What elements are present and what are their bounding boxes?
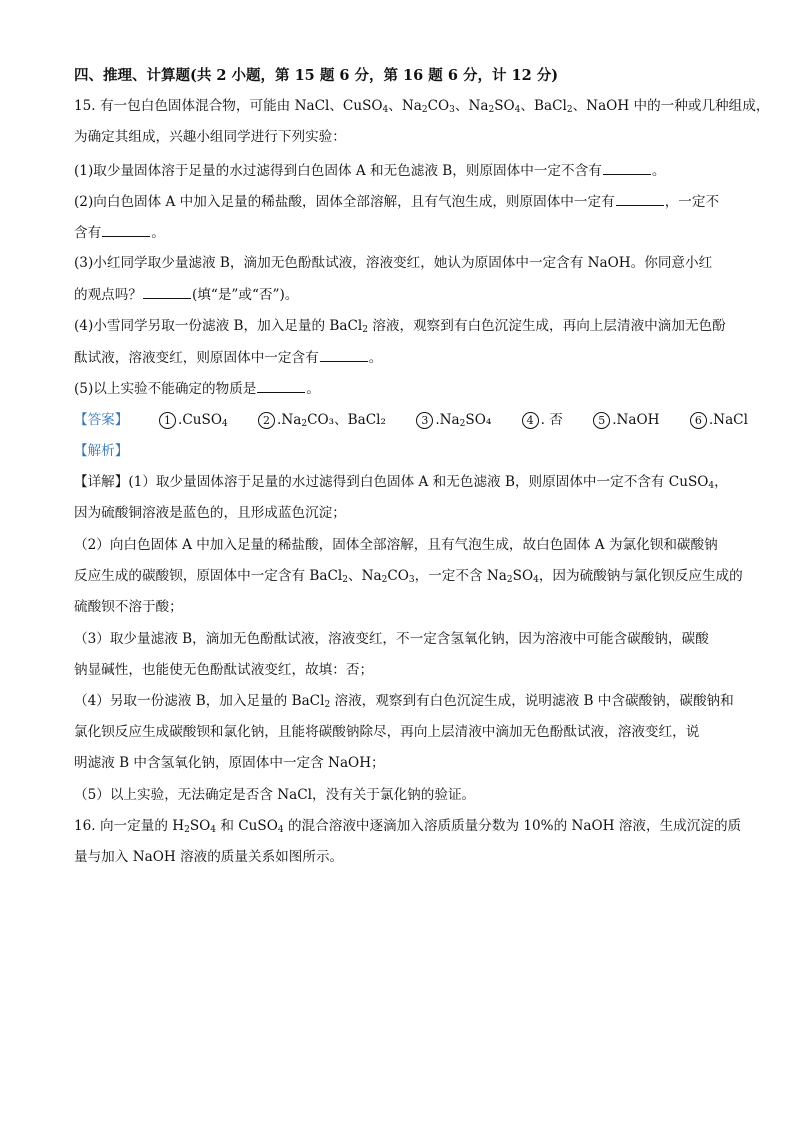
answer-item-2: 2 $.Na_2CO_3$、BaCl₂	[258, 410, 386, 430]
detail-1-line1: 【详解】(1）取少量固体溶于足量的水过滤得到白色固体 A 和无色滤液 B，则原固体中一定不含有 CuSO$_4$，	[74, 474, 728, 491]
answer-label: 【答案】	[74, 412, 129, 428]
q15-part5: (5)以上实验不能确定的物质是 。	[74, 378, 320, 399]
detail-2-line1: （2）向白色固体 A 中加入足量的稀盐酸，固体全部溶解，且有气泡生成，故白色固体 A 为氯化钡和碳酸钠	[74, 537, 718, 553]
answer-line	[74, 410, 774, 430]
detail-3-line1: （3）取少量滤液 B，滴加无色酚酞试液，溶液变红，不一定含氢氧化钠，因为溶液中可能含碳酸钠，碳酸	[74, 631, 709, 647]
answer-item-1: 1 .CuSO$_4$	[159, 410, 228, 430]
section-title: 四、推理、计算题(共 2 小题，第 15 题 6 分，第 16 题 6 分，计 12 分)	[74, 67, 559, 84]
detail-4-line2: 氯化钡反应生成碳酸钡和氯化钠，且能将碳酸钠除尽，再向上层清液中滴加无色酚酞试液，溶液变红，说	[74, 724, 700, 740]
answer-blank[interactable]	[616, 191, 664, 206]
q15-part2-line2: 含有 。	[74, 222, 165, 243]
detail-5: （5）以上实验，无法确定是否含 NaCl，没有关于氯化钠的验证。	[74, 787, 476, 803]
q15-part1: (1)取少量固体溶于足量的水过滤得到白色固体 A 和无色滤液 B，则原固体中一定不含有 。	[74, 160, 665, 181]
q15-part3-line1: (3)小红同学取少量滤液 B，滴加无色酚酞试液，溶液变红，她认为原固体中一定含有 NaOH。你同意小红	[74, 255, 713, 271]
answer-blank[interactable]	[320, 347, 368, 362]
answer-blank[interactable]	[603, 160, 651, 175]
answer-blank[interactable]	[257, 378, 305, 393]
answer-item-5: 5 .NaOH	[593, 410, 659, 430]
answer-item-3: 3 $.Na_2SO_4$	[416, 410, 491, 430]
detail-3-line2: 钠显碱性，也能使无色酚酞试液变红，故填：否；	[74, 662, 374, 678]
answer-blank[interactable]	[143, 284, 191, 299]
detail-2-line3: 硫酸钡不溶于酸；	[74, 599, 183, 615]
detail-1-line2: 因为硫酸铜溶液是蓝色的，且形成蓝色沉淀；	[74, 505, 346, 521]
q15-intro-line2: 为确定其组成，兴趣小组同学进行下列实验：	[74, 129, 346, 145]
analysis-label: 【解析】	[74, 443, 129, 459]
detail-4-line3: 明滤液 B 中含氢氧化钠，原固体中一定含 NaOH；	[74, 755, 385, 771]
detail-4-line1: （4）另取一份滤液 B，加入足量的 BaCl$_2$ 溶液，观察到有白色沉淀生成，说明滤液 B 中含碳酸钠，碳酸钠和	[74, 693, 734, 710]
q15-part2-line1: (2)向白色固体 A 中加入足量的稀盐酸，固体全部溶解，且有气泡生成，则原固体中一定有 ，一定不	[74, 191, 719, 212]
q15-part3-line2: 的观点吗？ (填“是”或“否”)。	[74, 284, 298, 305]
q16-line2: 量与加入 NaOH 溶液的质量关系如图所示。	[74, 849, 344, 865]
q15-intro-line1: 15. 有一包白色固体混合物，可能由 NaCl、CuSO$_4$、$Na_2CO_3$、$Na_2SO_4$、BaCl$_2$、NaOH 中的一种或几种组成，	[74, 98, 770, 115]
q15-part4-line1: (4)小雪同学另取一份滤液 B，加入足量的 BaCl$_2$ 溶液，观察到有白色沉淀生成，再向上层清液中滴加无色酚	[74, 318, 726, 335]
answer-item-6: 6 .NaCl	[690, 410, 748, 430]
q16-line1: 16. 向一定量的 $H_2SO_4$ 和 CuSO$_4$ 的混合溶液中逐滴加入溶质质量分数为 10%的 NaOH 溶液，生成沉淀的质	[74, 818, 742, 835]
answer-blank[interactable]	[102, 222, 150, 237]
detail-2-line2: 反应生成的碳酸钡，原固体中一定含有 BaCl$_2$、$Na_2CO_3$，一定不含 $Na_2SO_4$，因为硫酸钠与氯化钡反应生成的	[74, 568, 743, 585]
answer-item-4: 4 . 否	[522, 410, 563, 430]
q15-part4-line2: 酞试液，溶液变红，则原固体中一定含有 。	[74, 347, 382, 368]
